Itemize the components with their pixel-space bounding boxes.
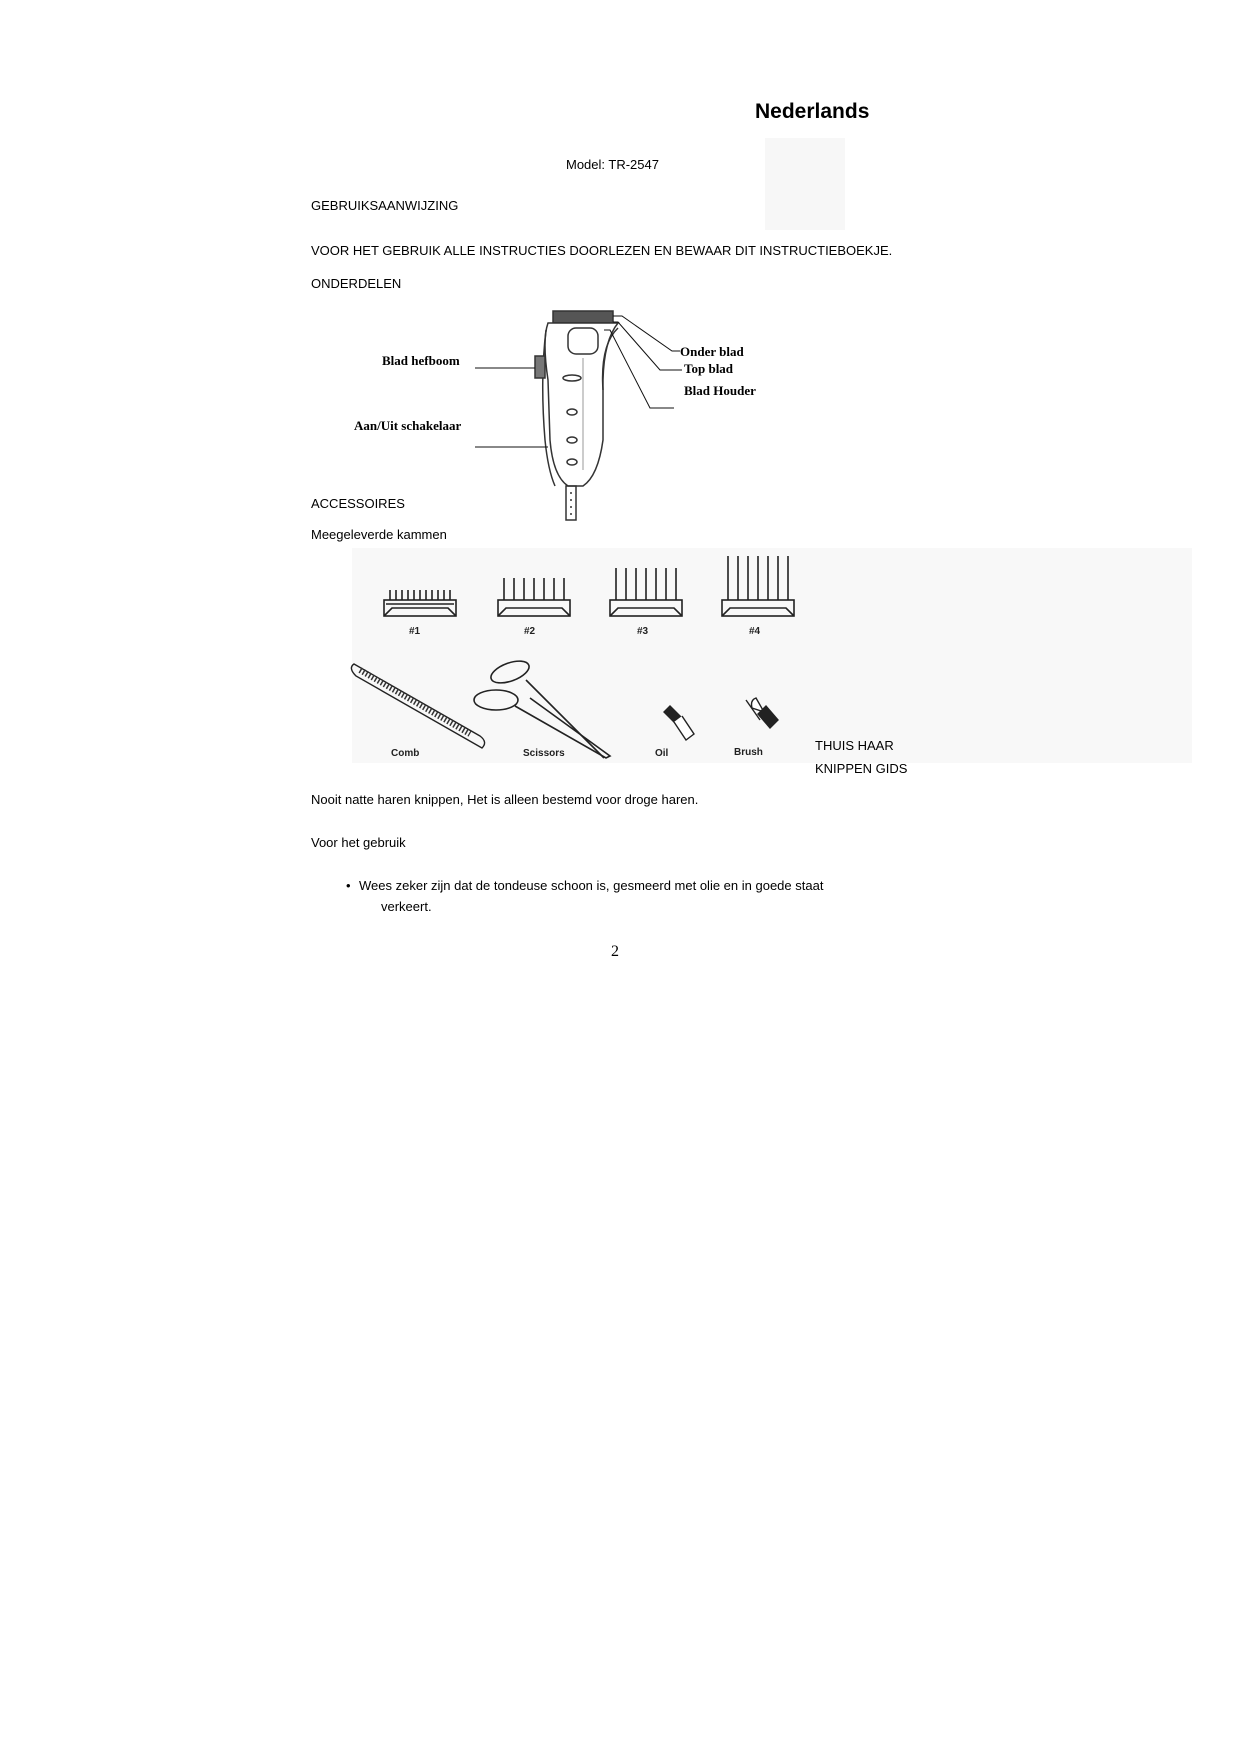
- manual-title: GEBRUIKSAANWIJZING: [311, 198, 459, 213]
- comb-labels: [409, 626, 761, 637]
- label-scissors: Scissors: [523, 748, 565, 759]
- label-top-blade: Top blad: [684, 361, 734, 376]
- comb-label-1: #1: [409, 626, 421, 637]
- comb-guard-3: [610, 568, 682, 616]
- parts-heading: ONDERDELEN: [311, 276, 402, 291]
- combs-heading: Meegeleverde kammen: [311, 527, 447, 542]
- before-use-heading: Voor het gebruik: [311, 835, 406, 850]
- brush-accessory: [746, 698, 778, 728]
- comb-guards: [384, 556, 794, 616]
- label-blade-holder: Blad Houder: [684, 383, 756, 398]
- comb-guard-1: [384, 590, 456, 616]
- accessories-heading: ACCESSOIRES: [311, 496, 405, 511]
- comb-accessory: [351, 664, 484, 748]
- oil-accessory: [664, 706, 694, 740]
- comb-guard-4: [722, 556, 794, 616]
- comb-label-3: #3: [637, 626, 649, 637]
- accessory-labels: [391, 747, 763, 759]
- bullet-text-line-2: verkeert.: [381, 899, 432, 914]
- label-oil: Oil: [655, 748, 669, 759]
- label-blade-lever: Blad hefboom: [382, 353, 460, 368]
- label-brush: Brush: [734, 747, 763, 758]
- comb-label-4: #4: [749, 626, 761, 637]
- comb-guard-2: [498, 578, 570, 616]
- guide-line-2: KNIPPEN GIDS: [815, 761, 908, 776]
- bullet-text-line-1: Wees zeker zijn dat de tondeuse schoon is, gesmeerd met olie en in goede staat: [359, 878, 824, 893]
- warning-text: VOOR HET GEBRUIK ALLE INSTRUCTIES DOORLEZEN EN BEWAAR DIT INSTRUCTIEBOEKJE.: [311, 243, 893, 258]
- label-on-off-switch: Aan/Uit schakelaar: [354, 418, 462, 433]
- notice-text: Nooit natte haren knippen, Het is alleen bestemd voor droge haren.: [311, 792, 699, 807]
- model-number: Model: TR-2547: [566, 157, 659, 172]
- page-number: 2: [611, 943, 619, 960]
- language-heading: Nederlands: [755, 100, 870, 123]
- bullet-dot: •: [346, 878, 351, 893]
- comb-label-2: #2: [524, 626, 536, 637]
- scissors-accessory: [474, 657, 610, 758]
- guide-line-1: THUIS HAAR: [815, 738, 894, 753]
- label-lower-blade: Onder blad: [680, 344, 744, 359]
- label-comb: Comb: [391, 748, 420, 759]
